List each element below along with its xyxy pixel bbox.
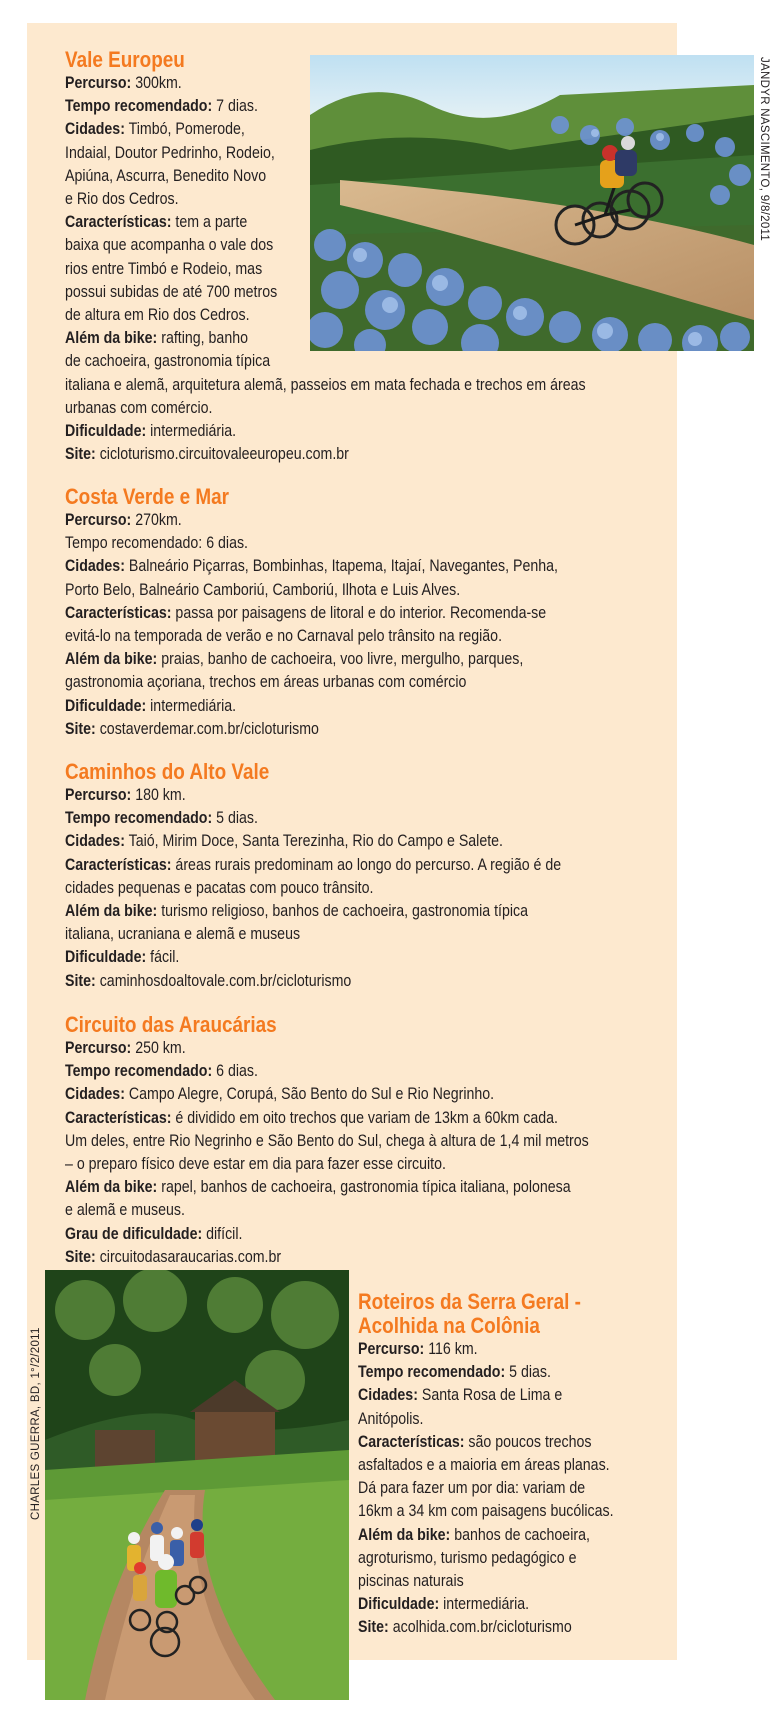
field-label: Cidades: bbox=[358, 1386, 418, 1405]
field-label: Site: bbox=[65, 445, 96, 464]
route-lines bbox=[65, 509, 558, 741]
route-line bbox=[65, 970, 561, 993]
field-label: Cidades: bbox=[65, 557, 125, 576]
field-value: de cachoeira, gastronomia típica bbox=[65, 352, 271, 371]
route-line bbox=[65, 1223, 589, 1246]
field-value: é dividido em oito trechos que variam de 13km a 60km cada. bbox=[171, 1108, 558, 1127]
field-value: urbanas com comércio. bbox=[65, 398, 213, 417]
route-line bbox=[65, 807, 561, 830]
field-value: cidades pequenas e pacatas com pouco trânsito. bbox=[65, 878, 374, 897]
field-label: Percurso: bbox=[65, 74, 132, 92]
field-label: Percurso: bbox=[358, 1340, 425, 1358]
field-value: possui subidas de até 700 metros bbox=[65, 282, 278, 301]
route-line bbox=[65, 854, 561, 877]
field-value: 116 km. bbox=[424, 1340, 478, 1358]
route-serra-geral bbox=[358, 1290, 616, 1640]
route-title: Vale Europeu bbox=[65, 47, 185, 72]
route-line bbox=[65, 281, 586, 304]
route-line bbox=[65, 648, 558, 671]
field-value: 5 dias. bbox=[505, 1363, 551, 1382]
field-value: intermediária. bbox=[146, 696, 237, 715]
field-value: caminhosdoaltovale.com.br/cicloturismo bbox=[95, 971, 352, 990]
field-value: 16km a 34 km com paisagens bucólicas. bbox=[358, 1502, 614, 1521]
field-value: Apiúna, Ascurra, Benedito Novo bbox=[65, 166, 267, 185]
route-line bbox=[65, 1199, 589, 1222]
field-value: – o preparo físico deve estar em dia para fazer esse circuito. bbox=[65, 1155, 446, 1174]
route-line bbox=[65, 350, 586, 373]
field-value: 5 dias. bbox=[212, 809, 258, 828]
field-label: Dificuldade: bbox=[65, 422, 147, 441]
route-circuito-das-araucarias bbox=[65, 1013, 589, 1269]
field-label: Além da bike: bbox=[65, 902, 158, 921]
field-value: gastronomia açoriana, trechos em áreas urbanas com comércio bbox=[65, 673, 467, 692]
field-value: rafting, banho bbox=[157, 329, 249, 348]
field-label: Características: bbox=[65, 855, 172, 874]
route-line bbox=[65, 718, 558, 741]
field-label: Dificuldade: bbox=[358, 1595, 440, 1614]
route-line bbox=[65, 671, 558, 694]
route-line bbox=[358, 1338, 616, 1361]
route-line bbox=[358, 1547, 616, 1570]
route-line bbox=[65, 397, 586, 420]
route-line bbox=[65, 1246, 589, 1269]
field-label: Site: bbox=[358, 1618, 389, 1637]
field-label: Grau de dificuldade: bbox=[65, 1224, 203, 1243]
field-label: Cidades: bbox=[65, 120, 125, 139]
field-label: Características: bbox=[65, 1108, 172, 1127]
field-value: 250 km. bbox=[131, 1039, 186, 1057]
route-line bbox=[358, 1431, 616, 1454]
route-line bbox=[358, 1384, 616, 1407]
route-line bbox=[65, 784, 561, 807]
field-value: 6 dias. bbox=[212, 1062, 258, 1081]
field-value: circuitodasaraucarias.com.br bbox=[95, 1247, 282, 1266]
route-line bbox=[358, 1500, 616, 1523]
route-lines bbox=[358, 1338, 616, 1640]
field-value: 7 dias. bbox=[212, 97, 258, 116]
field-value: difícil. bbox=[202, 1224, 243, 1243]
field-value: fácil. bbox=[146, 948, 180, 967]
field-label: Tempo recomendado: bbox=[65, 1062, 213, 1081]
field-label: Além da bike: bbox=[65, 329, 158, 348]
field-label: Site: bbox=[65, 1247, 96, 1266]
route-line bbox=[65, 1153, 589, 1176]
cyclists-rural-road-photo bbox=[45, 1270, 349, 1700]
route-line bbox=[358, 1477, 616, 1500]
field-label: Tempo recomendado: bbox=[65, 809, 213, 828]
field-label: Dificuldade: bbox=[65, 696, 147, 715]
field-value: Dá para fazer um por dia: variam de bbox=[358, 1479, 586, 1498]
field-value: baixa que acompanha o vale dos bbox=[65, 236, 274, 255]
field-value: de altura em Rio dos Cedros. bbox=[65, 306, 250, 325]
route-costa-verde-e-mar bbox=[65, 485, 558, 741]
field-value: e Rio dos Cedros. bbox=[65, 190, 179, 209]
field-label: Além da bike: bbox=[65, 1178, 158, 1197]
field-label: Percurso: bbox=[65, 786, 132, 804]
route-line bbox=[65, 946, 561, 969]
route-line bbox=[65, 165, 586, 188]
field-value: banhos de cachoeira, bbox=[450, 1525, 590, 1544]
route-line bbox=[65, 211, 586, 234]
route-line bbox=[65, 374, 586, 397]
field-label: Dificuldade: bbox=[65, 948, 147, 967]
field-label: Site: bbox=[65, 719, 96, 738]
field-label: Além da bike: bbox=[358, 1525, 451, 1544]
field-value: cicloturismo.circuitovaleeuropeu.com.br bbox=[95, 445, 349, 464]
field-value: turismo religioso, banhos de cachoeira, gastronomia típica bbox=[157, 902, 528, 921]
field-label: Tempo recomendado: bbox=[65, 97, 213, 116]
route-line bbox=[65, 1083, 589, 1106]
route-line bbox=[65, 625, 558, 648]
field-value: rios entre Timbó e Rodeio, mas bbox=[65, 259, 263, 278]
route-line bbox=[65, 1107, 589, 1130]
field-value: intermediária. bbox=[146, 422, 237, 441]
field-value: 180 km. bbox=[131, 786, 186, 804]
field-value: Anitópolis. bbox=[358, 1409, 424, 1428]
field-value: 270km. bbox=[131, 511, 182, 529]
route-title: Roteiros da Serra Geral - Acolhida na Colônia bbox=[358, 1289, 581, 1338]
route-line bbox=[358, 1454, 616, 1477]
field-value: asfaltados e a maioria em áreas planas. bbox=[358, 1456, 610, 1475]
field-label: Cidades: bbox=[65, 1085, 125, 1104]
route-line bbox=[65, 234, 586, 257]
field-value: piscinas naturais bbox=[358, 1572, 464, 1591]
field-value: tem a parte bbox=[171, 213, 248, 232]
route-caminhos-do-alto-vale bbox=[65, 760, 561, 993]
route-line bbox=[65, 72, 586, 95]
route-line bbox=[358, 1616, 616, 1639]
field-value: passa por paisagens de litoral e do interior. Recomenda-se bbox=[171, 603, 547, 622]
field-label: Site: bbox=[65, 971, 96, 990]
field-value: Timbó, Pomerode, bbox=[124, 120, 245, 139]
field-value: evitá-lo na temporada de verão e no Carnaval pelo trânsito na região. bbox=[65, 627, 503, 646]
route-line bbox=[65, 1176, 589, 1199]
route-line bbox=[65, 142, 586, 165]
field-value: italiana e alemã, arquitetura alemã, passeios em mata fechada e trechos em áreas bbox=[65, 375, 586, 394]
field-value: Taió, Mirim Doce, Santa Terezinha, Rio do Campo e Salete. bbox=[124, 832, 504, 851]
route-line bbox=[65, 532, 558, 555]
route-line bbox=[358, 1524, 616, 1547]
field-value: intermediária. bbox=[439, 1595, 530, 1614]
field-label: Cidades: bbox=[65, 832, 125, 851]
field-value: 300km. bbox=[131, 74, 182, 92]
field-value: Indaial, Doutor Pedrinho, Rodeio, bbox=[65, 143, 275, 162]
field-value: italiana, ucraniana e alemã e museus bbox=[65, 925, 301, 944]
field-value: Santa Rosa de Lima e bbox=[417, 1386, 563, 1405]
route-line bbox=[65, 443, 586, 466]
field-label: Tempo recomendado: bbox=[358, 1363, 506, 1382]
field-value: e alemã e museus. bbox=[65, 1201, 185, 1220]
route-line bbox=[65, 555, 558, 578]
route-line bbox=[65, 1060, 589, 1083]
route-title: Circuito das Araucárias bbox=[65, 1012, 277, 1037]
route-line bbox=[65, 602, 558, 625]
route-line bbox=[358, 1361, 616, 1384]
route-line bbox=[65, 304, 586, 327]
field-value: Porto Belo, Balneário Camboriú, Camboriú, Ilhota e Luis Alves. bbox=[65, 580, 461, 599]
field-value: Campo Alegre, Corupá, São Bento do Sul e Rio Negrinho. bbox=[124, 1085, 495, 1104]
route-line bbox=[65, 900, 561, 923]
field-label: Percurso: bbox=[65, 1039, 132, 1057]
route-line bbox=[65, 923, 561, 946]
field-value: Um deles, entre Rio Negrinho e São Bento do Sul, chega à altura de 1,4 mil metros bbox=[65, 1131, 589, 1150]
route-line bbox=[65, 830, 561, 853]
route-line bbox=[65, 420, 586, 443]
field-value: áreas rurais predominam ao longo do percurso. A região é de bbox=[171, 855, 562, 874]
route-vale-europeu bbox=[65, 48, 586, 466]
photo-credit-bottom: CHARLES GUERRA, BD, 1°/2/2011 bbox=[30, 1327, 42, 1520]
route-line bbox=[358, 1408, 616, 1431]
route-line bbox=[65, 188, 586, 211]
route-line bbox=[65, 877, 561, 900]
field-label: Características: bbox=[65, 213, 172, 232]
field-value: Tempo recomendado: 6 dias. bbox=[65, 534, 249, 553]
route-lines bbox=[65, 784, 561, 993]
field-value: praias, banho de cachoeira, voo livre, mergulho, parques, bbox=[157, 650, 524, 669]
field-value: Balneário Piçarras, Bombinhas, Itapema, Itajaí, Navegantes, Penha, bbox=[124, 557, 558, 576]
route-lines bbox=[65, 1037, 589, 1269]
field-value: acolhida.com.br/cicloturismo bbox=[388, 1618, 572, 1637]
field-value: rapel, banhos de cachoeira, gastronomia típica italiana, polonesa bbox=[157, 1178, 571, 1197]
route-line bbox=[65, 118, 586, 141]
field-label: Percurso: bbox=[65, 511, 132, 529]
route-line bbox=[358, 1570, 616, 1593]
route-line bbox=[65, 579, 558, 602]
route-lines bbox=[65, 72, 586, 466]
field-label: Além da bike: bbox=[65, 650, 158, 669]
route-line bbox=[65, 1130, 589, 1153]
field-value: agroturismo, turismo pedagógico e bbox=[358, 1548, 577, 1567]
route-line bbox=[65, 327, 586, 350]
route-title: Costa Verde e Mar bbox=[65, 484, 230, 509]
route-line bbox=[65, 258, 586, 281]
photo-credit-top: JANDYR NASCIMENTO, 9/8/2011 bbox=[758, 57, 770, 242]
field-label: Características: bbox=[358, 1432, 465, 1451]
route-line bbox=[358, 1593, 616, 1616]
route-line bbox=[65, 1037, 589, 1060]
field-value: são poucos trechos bbox=[464, 1432, 592, 1451]
route-line bbox=[65, 95, 586, 118]
route-line bbox=[65, 509, 558, 532]
field-value: costaverdemar.com.br/cicloturismo bbox=[95, 719, 319, 738]
route-line bbox=[65, 695, 558, 718]
route-title: Caminhos do Alto Vale bbox=[65, 759, 270, 784]
field-label: Características: bbox=[65, 603, 172, 622]
